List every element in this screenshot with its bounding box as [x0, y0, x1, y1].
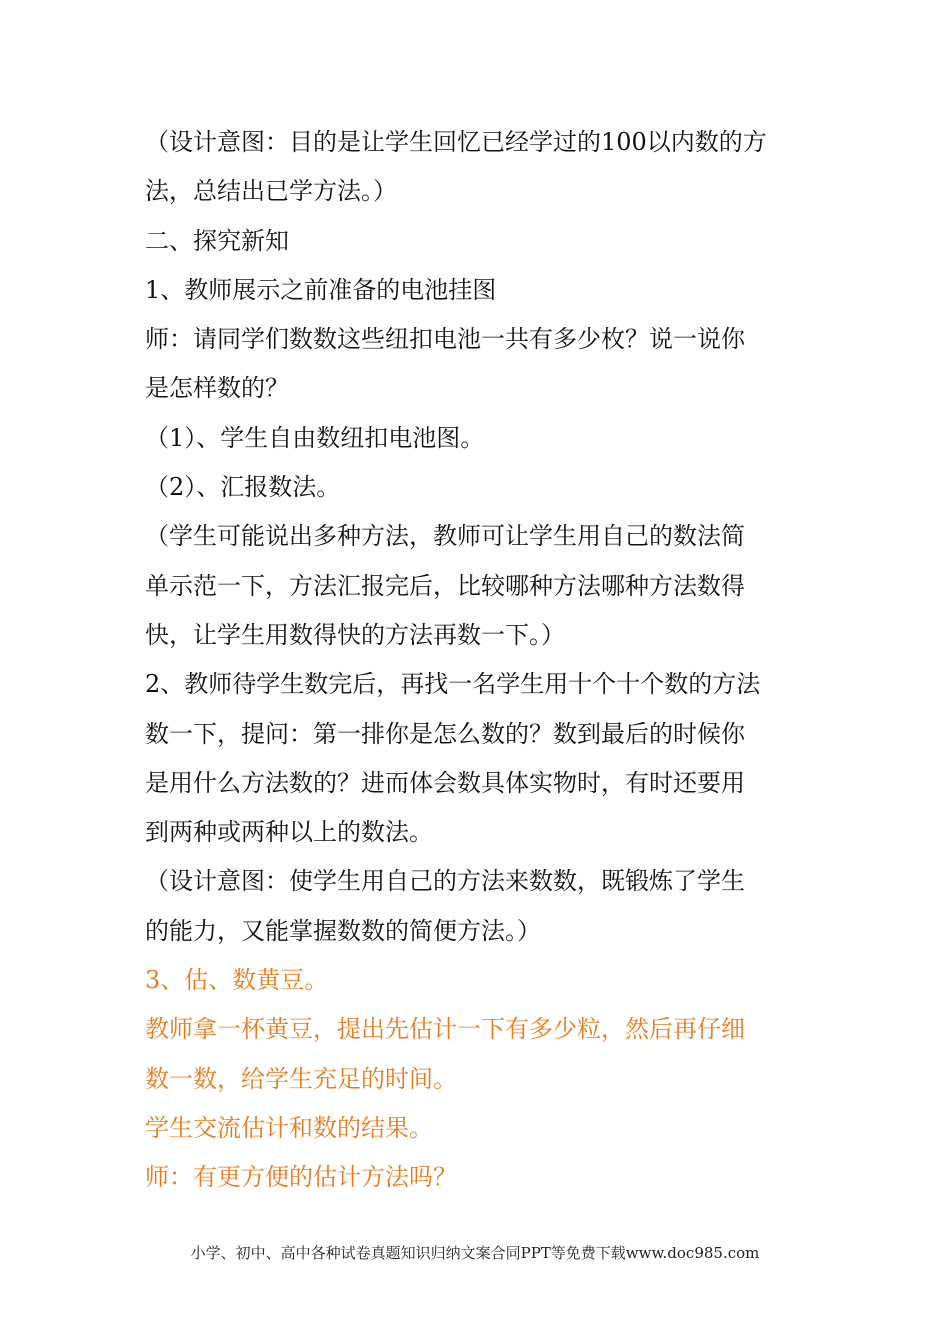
student-methods-line-1: （学生可能说出多种方法，教师可让学生用自己的数法简: [145, 522, 745, 551]
step-2-line-1: 2、教师待学生数完后，再找一名学生用十个十个数的方法: [145, 670, 761, 699]
teacher-question-line-2: 是怎样数的？: [145, 374, 289, 403]
design-intent-line-2: 法，总结出已学方法。）: [145, 177, 397, 206]
student-methods-line-2: 单示范一下，方法汇报完后，比较哪种方法哪种方法数得: [145, 571, 745, 600]
step-3-line-4: 师：有更方便的估计方法吗？: [145, 1163, 457, 1192]
substep-1: （1）、学生自由数纽扣电池图。: [145, 423, 485, 452]
step-3-heading: 3、估、数黄豆。: [145, 966, 329, 995]
design-intent-2-line-2: 的能力，又能掌握数数的简便方法。）: [145, 916, 541, 945]
substep-2: （2）、汇报数法。: [145, 473, 341, 502]
page-footer: 小学、初中、高中各种试卷真题知识归纳文案合同PPT等免费下载www.doc985.com: [190, 1244, 760, 1262]
step-2-line-3: 是用什么方法数的？进而体会数具体实物时，有时还要用: [145, 768, 745, 797]
student-methods-line-3: 快，让学生用数得快的方法再数一下。）: [145, 620, 565, 649]
teacher-question-line-1: 师：请同学们数数这些纽扣电池一共有多少枚？说一说你: [145, 325, 745, 354]
step-3-line-1: 教师拿一杯黄豆，提出先估计一下有多少粒，然后再仔细: [145, 1015, 745, 1044]
step-3-line-2: 数一数，给学生充足的时间。: [145, 1064, 457, 1093]
design-intent-2-line-1: （设计意图：使学生用自己的方法来数数，既锻炼了学生: [145, 867, 745, 896]
step-1-heading: 1、教师展示之前准备的电池挂图: [145, 275, 497, 304]
step-2-line-2: 数一下，提问：第一排你是怎么数的？数到最后的时候你: [145, 719, 745, 748]
step-3-line-3: 学生交流估计和数的结果。: [145, 1113, 433, 1142]
section-heading-explore: 二、探究新知: [145, 226, 289, 255]
design-intent-line-1: （设计意图：目的是让学生回忆已经学过的100以内数的方: [145, 128, 767, 156]
document-body: [145, 118, 815, 1203]
step-2-line-4: 到两种或两种以上的数法。: [145, 818, 433, 847]
